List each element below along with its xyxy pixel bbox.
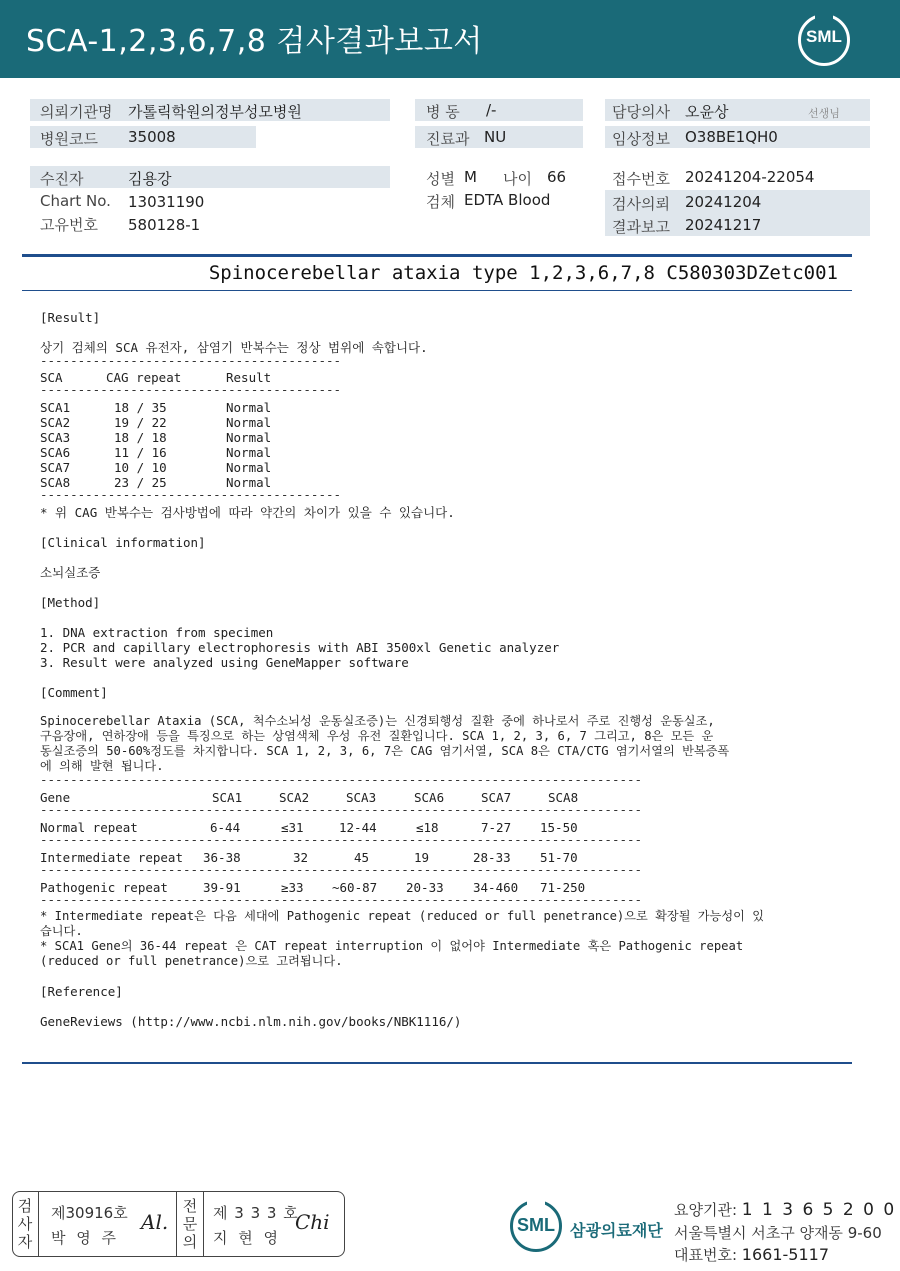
header-sca8: SCA8 (548, 790, 579, 805)
result-dashes-1: ---------------------------------------- (40, 353, 342, 368)
comment-line-2: 구음장애, 연하장애 등을 특징으로 하는 상염색체 우성 유전 질환입니다. SCA 1, 2, 3, 6, 7 그리고, 8은 모든 운 (40, 729, 714, 743)
cell: 12-44 (339, 820, 377, 835)
cell: 7-27 (481, 820, 512, 835)
cell: 15-50 (540, 820, 578, 835)
clinical-heading: [Clinical information] (40, 535, 206, 550)
result-value: Normal (226, 445, 272, 460)
result-value: Normal (226, 460, 272, 475)
doctor-value: 오윤상 (685, 103, 729, 121)
cell: 19 (414, 850, 430, 865)
method-heading: [Method] (40, 595, 101, 610)
age-value: 66 (547, 168, 567, 186)
receipt-label: 접수번호 (612, 170, 670, 188)
request-value: 20241204 (685, 193, 762, 211)
comment-dashes-1: -------------------------------------------------------------------------------- (40, 772, 643, 787)
uid-value: 580128-1 (128, 216, 201, 234)
specialist-label: 전 문 의 (182, 1197, 198, 1251)
sca-name: SCA8 (40, 475, 71, 490)
comment-dashes-3: -------------------------------------------------------------------------------- (40, 832, 643, 847)
patient-value: 김용강 (128, 170, 172, 188)
header-sca3: SCA3 (346, 790, 377, 805)
header-sca2: SCA2 (279, 790, 310, 805)
result-dashes-3: ---------------------------------------- (40, 487, 342, 502)
patient-label: 수진자 (40, 170, 84, 188)
address: 서울특별시 서초구 양재동 9-60 (674, 1224, 882, 1242)
test-title: Spinocerebellar ataxia type 1,2,3,6,7,8 C580303DZetc001 (208, 262, 838, 284)
sca-name: SCA6 (40, 445, 71, 460)
col-sca: SCA (40, 370, 63, 385)
specialist-signature: Chi (295, 1210, 330, 1234)
clinical-text: 소뇌실조증 (40, 565, 101, 580)
comment-note-1: * Intermediate repeat은 다음 세대에 Pathogenic repeat (reduced or full penetrance)으로 확장될 가능성이 있 (40, 909, 765, 923)
comment-dashes-2: -------------------------------------------------------------------------------- (40, 802, 643, 817)
doctor-label: 담당의사 (612, 103, 670, 121)
comment-note-3: * SCA1 Gene의 36-44 repeat 은 CAT repeat interruption 이 없어야 Intermediate 혹은 Pathogenic repeat (40, 939, 744, 953)
comment-note-2: 습니다. (40, 924, 83, 938)
header-sca6: SCA6 (414, 790, 445, 805)
result-value: Normal (226, 430, 272, 445)
sca-name: SCA1 (40, 400, 71, 415)
dept-value: NU (484, 128, 507, 146)
examiner-name: 박 영 주 (51, 1229, 120, 1247)
specimen-value: EDTA Blood (464, 191, 551, 209)
receipt-value: 20241204-22054 (685, 168, 815, 186)
method-line-1: 1. DNA extraction from specimen (40, 625, 274, 640)
row-label: Normal repeat (40, 820, 138, 835)
examiner-signature: Al. (141, 1210, 169, 1234)
chart-value: 13031190 (128, 193, 205, 211)
dept-label: 진료과 (426, 130, 470, 148)
cag-value: 11 / 16 (114, 445, 167, 460)
sca-name: SCA7 (40, 460, 71, 475)
comment-dashes-4: -------------------------------------------------------------------------------- (40, 862, 643, 877)
phone: 대표번호: 1661-5117 (674, 1245, 830, 1264)
cell: ~60-87 (332, 880, 378, 895)
cell: 71-250 (540, 880, 586, 895)
ward-value: /- (486, 101, 497, 119)
ward-label: 병 동 (426, 103, 460, 121)
result-value: Normal (226, 475, 272, 490)
specimen-label: 검체 (426, 193, 455, 211)
specialist-number: 제 3 3 3 호 (213, 1204, 299, 1222)
comment-heading: [Comment] (40, 685, 108, 700)
report-date-value: 20241217 (685, 216, 762, 234)
doctor-suffix: 선생님 (808, 107, 840, 120)
referring-org-label: 의뢰기관명 (40, 103, 113, 121)
sca-name: SCA3 (40, 430, 71, 445)
cell: ≤31 (281, 820, 304, 835)
comment-note-4: (reduced or full penetrance)으로 고려됩니다. (40, 954, 343, 968)
sml-footer-logo-icon (510, 1200, 562, 1252)
request-label: 검사의뢰 (612, 195, 670, 213)
footer-logo-text: SML (517, 1215, 555, 1235)
care-code: 요양기관: 1 1 3 6 5 2 0 0 (674, 1200, 897, 1220)
header-sca7: SCA7 (481, 790, 512, 805)
hospital-code-value: 35008 (128, 128, 176, 146)
specialist-name: 지 현 영 (213, 1229, 282, 1247)
divider-title (22, 290, 852, 291)
cell: 34-460 (473, 880, 519, 895)
header-logo-text: SML (806, 27, 842, 46)
report-title: SCA-1,2,3,6,7,8 검사결과보고서 (26, 24, 483, 59)
report-header (0, 0, 900, 78)
cag-value: 19 / 22 (114, 415, 167, 430)
method-line-3: 3. Result were analyzed using GeneMapper software (40, 655, 409, 670)
col-result: Result (226, 370, 272, 385)
cell: ≤18 (416, 820, 439, 835)
sml-logo-icon (798, 14, 850, 66)
cell: 36-38 (203, 850, 241, 865)
cag-value: 23 / 25 (114, 475, 167, 490)
row-label: Pathogenic repeat (40, 880, 168, 895)
cell: ≥33 (281, 880, 304, 895)
row-label: Intermediate repeat (40, 850, 183, 865)
cag-value: 10 / 10 (114, 460, 167, 475)
divider-bottom (22, 1062, 852, 1064)
result-value: Normal (226, 400, 272, 415)
comment-line-1: Spinocerebellar Ataxia (SCA, 척수소뇌성 운동실조증)는 신경퇴행성 질환 중에 하나로서 주로 진행성 운동실조, (40, 714, 715, 728)
report-date-label: 결과보고 (612, 218, 670, 236)
sex-value: M (464, 168, 477, 186)
clinical-info-label: 임상정보 (612, 130, 670, 148)
header-gene: Gene (40, 790, 71, 805)
result-value: Normal (226, 415, 272, 430)
chart-label: Chart No. (40, 192, 111, 210)
hospital-code-label: 병원코드 (40, 130, 98, 148)
cell: 39-91 (203, 880, 241, 895)
sex-label: 성별 (426, 170, 455, 188)
age-label: 나이 (503, 170, 532, 188)
cell: 20-33 (406, 880, 444, 895)
sca-name: SCA2 (40, 415, 71, 430)
uid-label: 고유번호 (40, 216, 98, 234)
result-heading: [Result] (40, 310, 101, 325)
result-dashes-2: ---------------------------------------- (40, 382, 342, 397)
cell: 28-33 (473, 850, 511, 865)
divider-top (22, 254, 852, 257)
signature-box (12, 1191, 345, 1257)
examiner-label: 검 사 자 (17, 1197, 33, 1251)
reference-heading: [Reference] (40, 984, 123, 999)
comment-line-3: 동실조증의 50-60%정도를 차지합니다. SCA 1, 2, 3, 6, 7은 CAG 염기서열, SCA 8은 CTA/CTG 염기서열의 반복증폭 (40, 744, 730, 758)
comment-line-4: 에 의해 발현 됩니다. (40, 759, 164, 773)
comment-dashes-5: -------------------------------------------------------------------------------- (40, 892, 643, 907)
cag-value: 18 / 18 (114, 430, 167, 445)
cell: 51-70 (540, 850, 578, 865)
result-note: * 위 CAG 반복수는 검사방법에 따라 약간의 차이가 있을 수 있습니다. (40, 505, 455, 520)
col-cag: CAG repeat (106, 370, 182, 385)
header-sca1: SCA1 (212, 790, 243, 805)
referring-org-value: 가톨릭학원의정부성모병원 (128, 103, 302, 121)
clinical-info-value: O38BE1QH0 (685, 128, 778, 146)
cell: 6-44 (210, 820, 241, 835)
reference-link[interactable]: GeneReviews (http://www.ncbi.nlm.nih.gov/books/NBK1116/) (40, 1014, 462, 1029)
result-summary: 상기 검체의 SCA 유전자, 삼염기 반복수는 정상 범위에 속합니다. (40, 340, 428, 355)
org-name: 삼광의료재단 (570, 1221, 663, 1240)
cag-value: 18 / 35 (114, 400, 167, 415)
cell: 32 (293, 850, 309, 865)
method-line-2: 2. PCR and capillary electrophoresis with ABI 3500xl Genetic analyzer (40, 640, 560, 655)
examiner-number: 제30916호 (51, 1204, 128, 1222)
cell: 45 (354, 850, 370, 865)
